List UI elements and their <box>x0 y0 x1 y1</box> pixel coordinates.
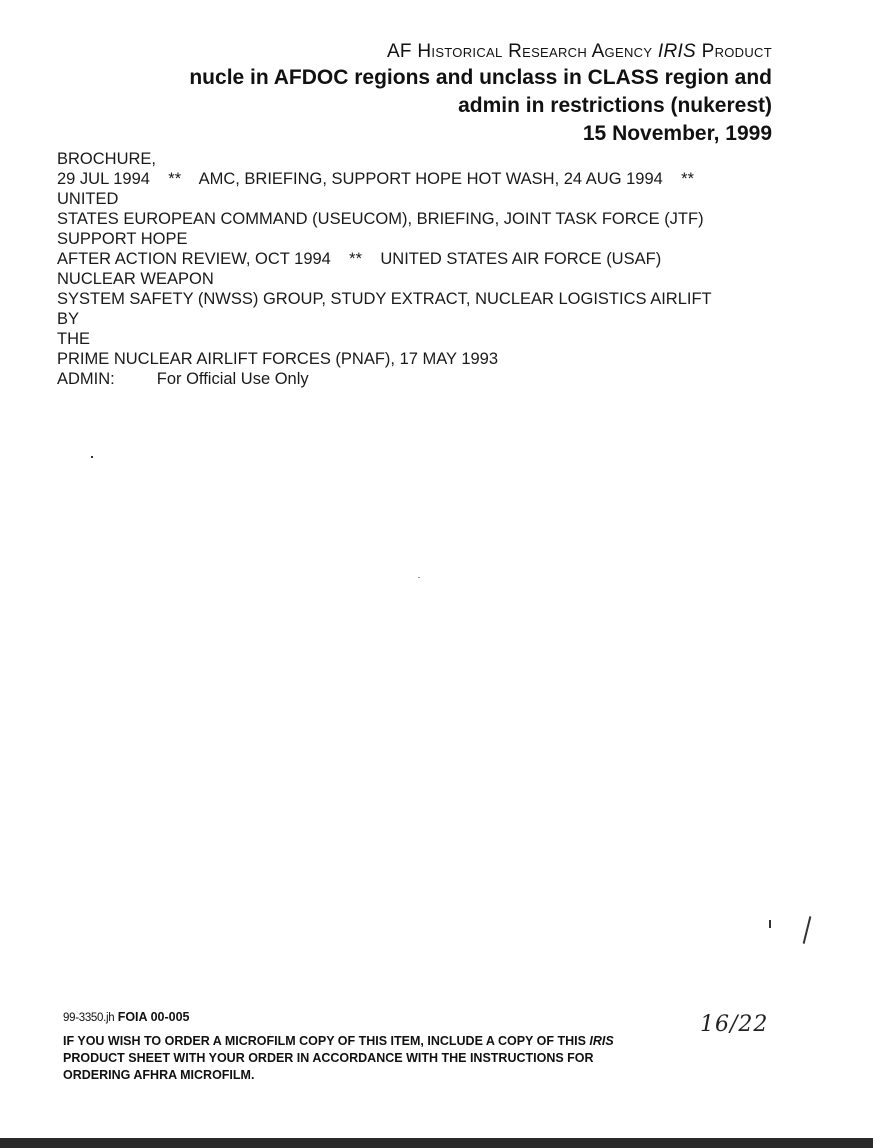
body-line: BROCHURE, <box>57 150 157 168</box>
body-line: PRIME NUCLEAR AIRLIFT FORCES (PNAF), 17 MAY 1993 <box>57 350 499 368</box>
ordering-instructions <box>63 1033 783 1084</box>
instructions-line-2: PRODUCT SHEET WITH YOUR ORDER IN ACCORDANCE WITH THE INSTRUCTIONS FOR <box>63 1051 594 1065</box>
body-line: AFTER ACTION REVIEW, OCT 1994 ** UNITED STATES AIR FORCE (USAF) <box>57 250 662 268</box>
scan-edge-bar <box>0 1138 873 1148</box>
footer-identifier <box>63 1010 190 1024</box>
body-line: BY <box>57 310 80 328</box>
body-line: NUCLEAR WEAPON <box>57 270 214 288</box>
instructions-iris: IRIS <box>589 1034 614 1048</box>
body-line: 29 JUL 1994 ** AMC, BRIEFING, SUPPORT HOPE HOT WASH, 24 AUG 1994 ** <box>57 170 695 188</box>
agency-title-suffix: Product <box>696 41 772 62</box>
scan-mark <box>803 916 812 944</box>
body-line: SUPPORT HOPE <box>57 230 188 248</box>
body-line: UNITED <box>57 190 119 208</box>
scan-speck <box>91 456 93 458</box>
scan-mark <box>769 920 771 928</box>
scan-speck <box>418 577 420 578</box>
instructions-line-3: ORDERING AFHRA MICROFILM. <box>63 1068 255 1082</box>
admin-line <box>57 369 797 389</box>
page-number: 16/22 <box>700 1012 769 1037</box>
instructions-line-1 <box>63 1033 783 1050</box>
agency-title-prefix: AF Historical Research Agency <box>386 41 658 62</box>
agency-title-iris: IRIS <box>657 41 697 62</box>
query-line-1: nucle in AFDOC regions and unclass in CLASS region and <box>189 66 772 89</box>
document-header <box>52 40 772 148</box>
body-line: SYSTEM SAFETY (NWSS) GROUP, STUDY EXTRACT, NUCLEAR LOGISTICS AIRLIFT <box>57 290 712 308</box>
admin-value: For Official Use Only <box>156 370 309 388</box>
body-line: STATES EUROPEAN COMMAND (USEUCOM), BRIEFING, JOINT TASK FORCE (JTF) <box>57 210 704 228</box>
document-body <box>57 149 797 389</box>
foia-number: FOIA 00-005 <box>117 1010 190 1024</box>
query-line-2: admin in restrictions (nukerest) <box>458 94 772 117</box>
body-line: THE <box>57 330 90 348</box>
document-id: 99-3350.jh <box>63 1012 115 1024</box>
agency-title <box>52 40 772 64</box>
header-date: 15 November, 1999 <box>582 122 772 145</box>
admin-label: ADMIN: <box>57 370 115 388</box>
instructions-text: IF YOU WISH TO ORDER A MICROFILM COPY OF THIS ITEM, INCLUDE A COPY OF THIS <box>63 1034 590 1048</box>
